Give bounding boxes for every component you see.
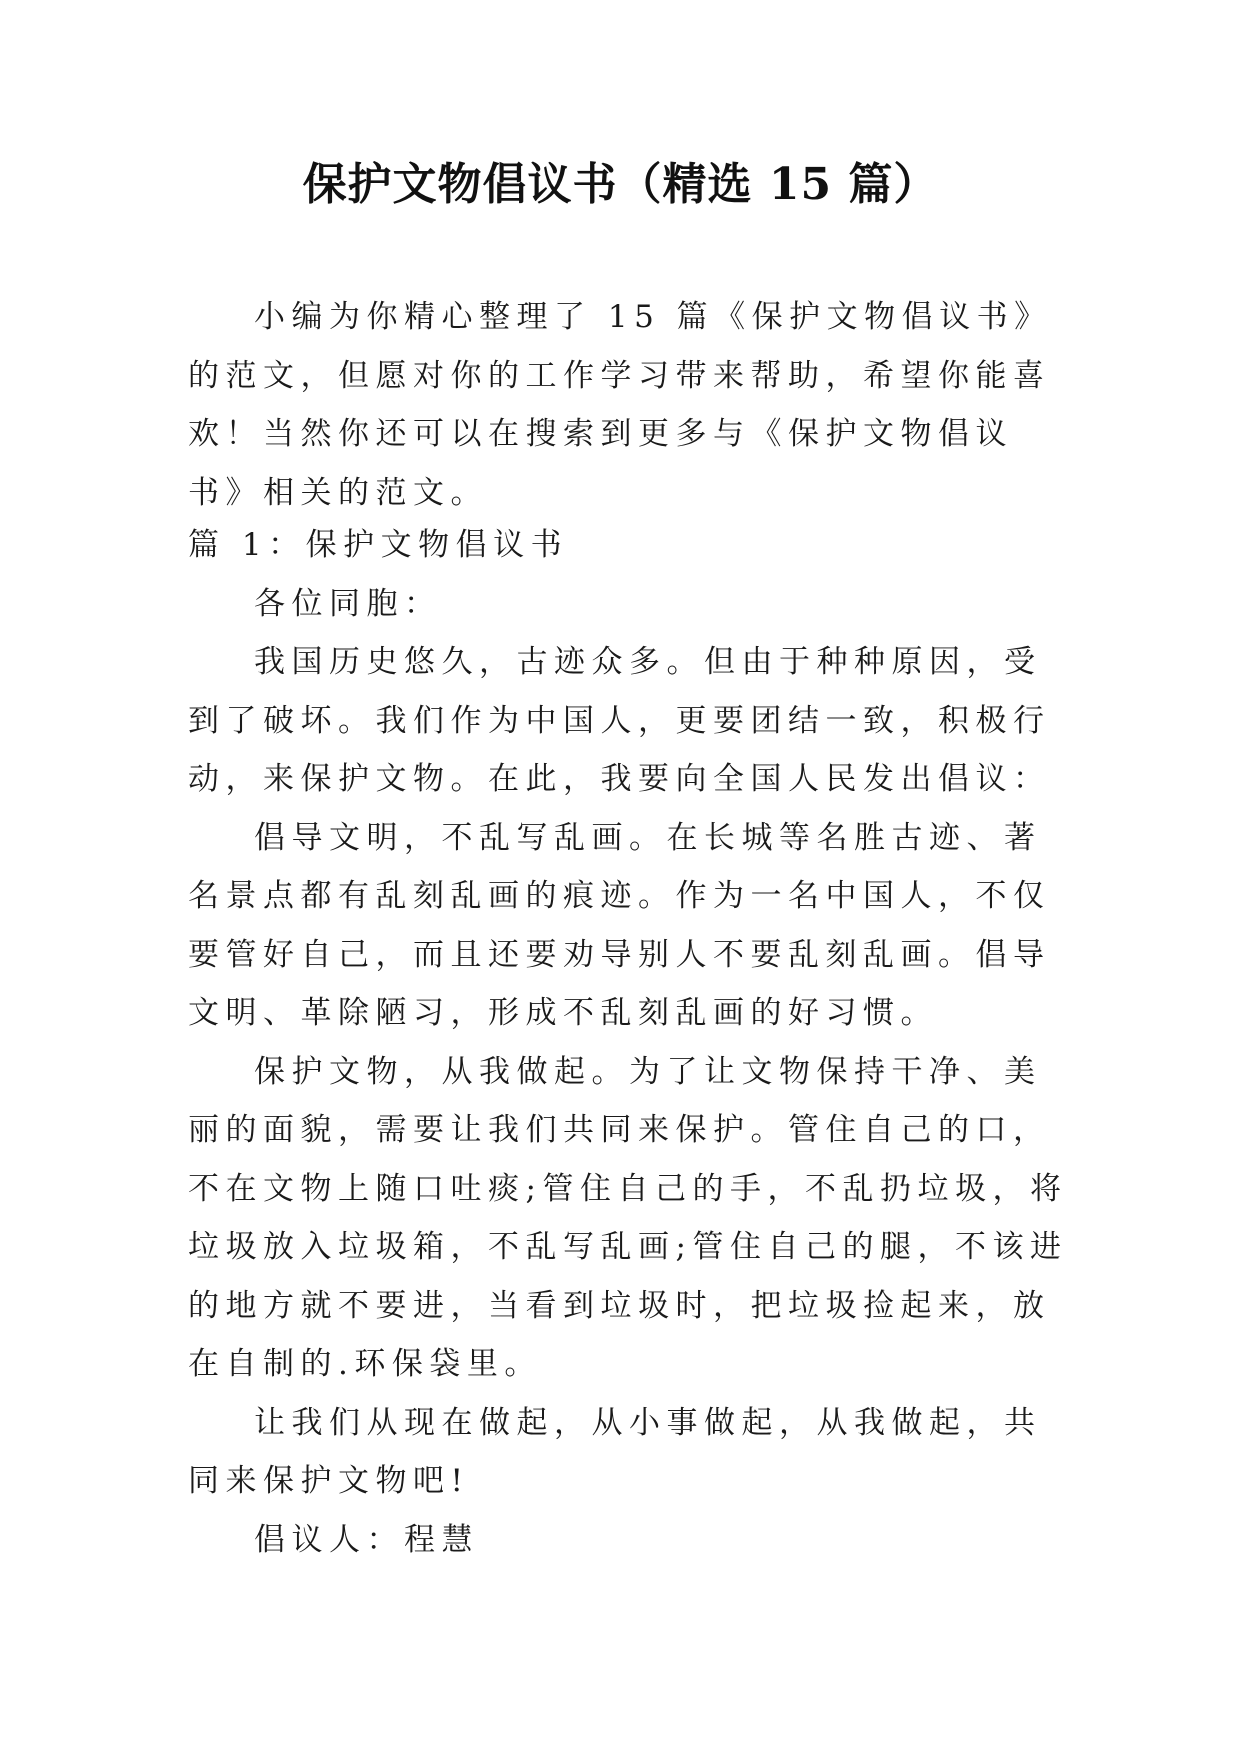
- article-heading: 篇 1：保护文物倡议书: [188, 527, 569, 563]
- article-paragraph-2: 倡导文明，不乱写乱画。在长城等名胜古迹、著名景点都有乱刻乱画的痕迹。作为一名中国人，不仅要管好自己，而且还要劝导别人不要乱刻乱画。倡导文明、革除陋习，形成不乱刻乱画的好习惯。: [188, 819, 1051, 1031]
- intro-section: [188, 288, 1068, 522]
- document-title: 保护文物倡议书（精选 15 篇）: [302, 159, 939, 210]
- article-section: [188, 516, 1068, 1569]
- article-paragraph-3: 保护文物，从我做起。为了让文物保持干净、美丽的面貌，需要让我们共同来保护。管住自己的口，不在文物上随口吐痰;管住自己的手，不乱扔垃圾，将垃圾放入垃圾箱，不乱写乱画;管住自己的腿，不该进的地方就不要进，当看到垃圾时，把垃圾捡起来，放在自制的.环保袋里。: [188, 1053, 1068, 1382]
- article-paragraph-4: 让我们从现在做起，从小事做起，从我做起，共同来保护文物吧!: [188, 1404, 1042, 1499]
- article-paragraph-1: 我国历史悠久，古迹众多。但由于种种原因，受到了破坏。我们作为中国人，更要团结一致，积极行动，来保护文物。在此，我要向全国人民发出倡议：: [188, 644, 1051, 797]
- intro-paragraph: 小编为你精心整理了 15 篇《保护文物倡议书》的范文，但愿对你的工作学习带来帮助，希望你能喜欢！当然你还可以在搜索到更多与《保护文物倡议书》相关的范文。: [188, 299, 1052, 511]
- article-signature: 倡议人：程慧: [254, 1521, 479, 1558]
- article-salutation: 各位同胞：: [254, 585, 442, 622]
